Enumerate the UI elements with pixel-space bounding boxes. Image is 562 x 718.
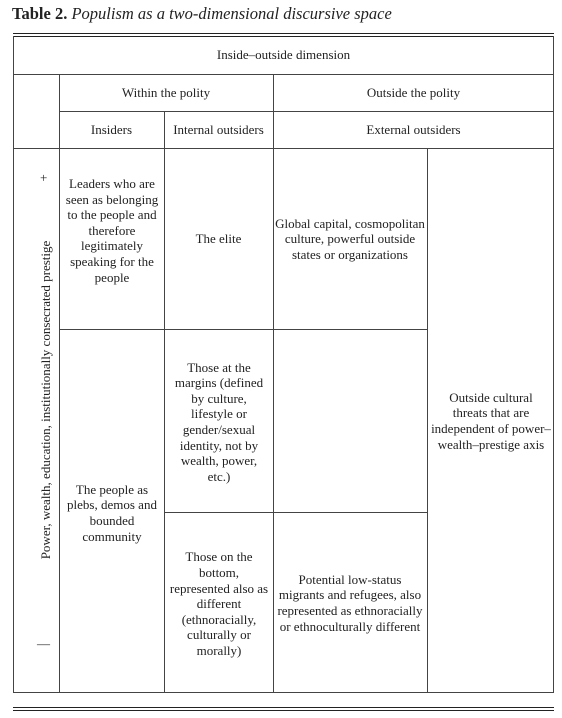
header-outside-polity: Outside the polity [366,84,461,100]
grid-line [13,692,554,693]
bottom-rule-2 [13,710,554,711]
cell-margins: Those at the margins (defined by culture, lifestyle or gender/sexual identity, not by wealth, power, etc.) [174,359,264,484]
grid-line [59,74,60,693]
top-rule [13,33,554,34]
header-inside-outside: Inside–outside dimension [216,47,351,63]
cell-elite: The elite [195,230,242,246]
header-external-outsiders: External outsiders [366,121,461,137]
cell-people: The people as plebs, demos and bounded community [67,481,157,544]
grid-line [164,512,427,513]
header-internal-outsiders: Internal outsiders [173,121,264,137]
header-within-polity: Within the polity [121,84,211,100]
grid-line [13,36,14,693]
minus-sign: — [37,636,50,651]
cell-global-capital: Global capital, cosmopolitan culture, powerful outside states or organizations [275,215,425,262]
grid-line [13,148,554,149]
cell-cultural-threats: Outside cultural threats that are independent of power–wealth–prestige axis [431,389,551,452]
header-insiders: Insiders [90,121,133,137]
cell-bottom: Those on the bottom, represented also as different (ethnoracially, culturally or morally) [169,549,269,658]
cell-migrants: Potential low-status migrants and refugees, also represented as ethnoracially or ethnoculturally different [277,571,423,634]
grid-line [427,148,428,693]
row-axis-label: Power, wealth, education, institutionally consecrated prestige [38,240,53,560]
bottom-rule [13,707,554,708]
plus-sign: + [40,170,48,185]
grid-line [273,74,274,693]
table-caption [12,4,392,24]
cell-leaders: Leaders who are seen as belonging to the people and therefore legitimately speaking for the people [65,176,159,285]
grid-line [59,329,427,330]
table-number: Table 2. [12,4,68,23]
table-title: Populism as a two-dimensional discursive space [71,4,392,23]
